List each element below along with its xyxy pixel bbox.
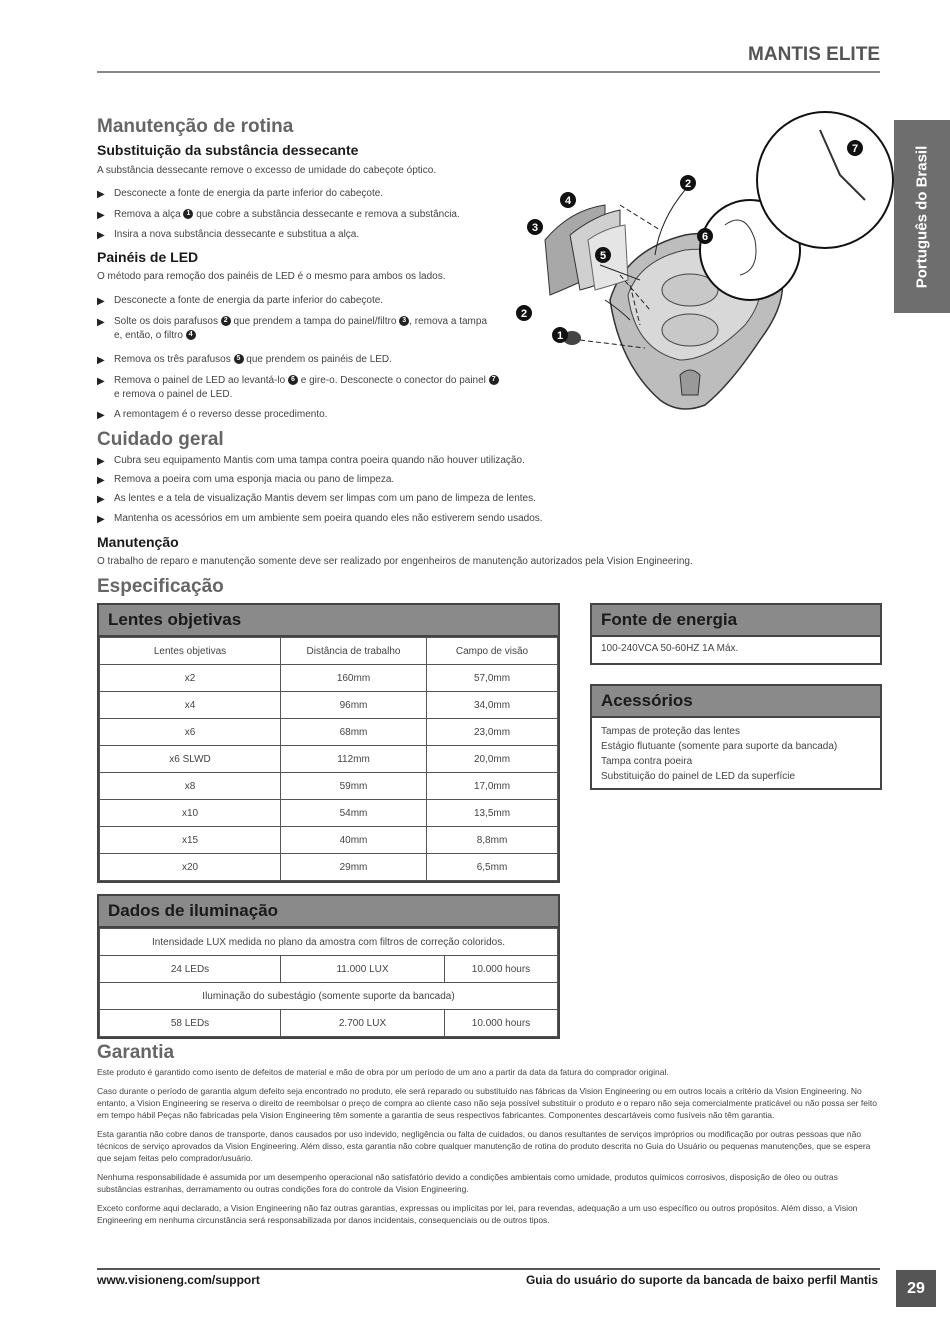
table-cell: x10 [100, 800, 281, 827]
lenses-table [97, 603, 560, 883]
led-step-2 [97, 315, 524, 343]
desiccant-title: Substituição da substância dessecante [97, 142, 359, 158]
marker-4-label: 4 [564, 195, 572, 207]
bullet-icon: ▶ [97, 410, 105, 421]
marker-6-label: 6 [701, 231, 709, 243]
care-item-2 [97, 473, 814, 487]
step-text-d: e, então, o filtro [114, 330, 183, 341]
bullet-icon: ▶ [97, 376, 105, 387]
table-row [100, 719, 558, 746]
step-text-a: Solte os dois parafusos [114, 316, 218, 327]
table-cell: 2.700 LUX [281, 1010, 445, 1037]
marker-7 [847, 140, 863, 156]
warranty-paragraph: Exceto conforme aqui declarado, a Vision Engineering não faz outras garantias, expressas ou implícitas por lei, para revendas, adequação a um uso específico ou outros propósitos. Além disso, a Vision Engineering em nenhuma circunstância será responsabilizada por danos incidentais, consequenciais ou de outros tipos. [97, 1203, 858, 1225]
table-cell: 54mm [281, 800, 427, 827]
lighting-title: Dados de iluminação [99, 896, 558, 928]
care-item-4 [97, 512, 814, 526]
care-text: Mantenha os acessórios em um ambiente sem poeira quando eles não estiverem sendo usados. [114, 513, 543, 524]
marker-4-icon: 4 [186, 330, 196, 340]
marker-3 [527, 219, 543, 235]
table-cell: 40mm [281, 827, 427, 854]
desiccant-step-2 [97, 208, 534, 222]
language-tab-label: Português do Brasil [913, 145, 931, 288]
step-text: A remontagem é o reverso desse procedimento. [114, 409, 328, 420]
step-text-c: , remova a tampa [409, 316, 487, 327]
table-cell: 59mm [281, 773, 427, 800]
table-row [100, 854, 558, 881]
table-cell: 160mm [281, 665, 427, 692]
table-row [100, 773, 558, 800]
lighting-note-1: Intensidade LUX medida no plano da amostra com filtros de correção coloridos. [100, 929, 558, 956]
step-text-c: e remova o painel de LED. [114, 389, 233, 400]
table-cell: 8,8mm [427, 827, 558, 854]
step-text-b: que cobre a substância dessecante e remova a substância. [193, 209, 460, 220]
care-item-3 [97, 492, 814, 506]
table-cell: 24 LEDs [100, 956, 281, 983]
footer-url[interactable]: www.visioneng.com/support [97, 1273, 260, 1287]
marker-5-label: 5 [599, 250, 607, 262]
page-number: 29 [896, 1270, 936, 1307]
bullet-icon: ▶ [97, 475, 105, 486]
led-title: Painéis de LED [97, 249, 199, 265]
bullet-icon: ▶ [97, 210, 105, 221]
accessory-item: Tampa contra poeira [601, 756, 693, 767]
desiccant-step-3 [97, 228, 534, 242]
marker-2-left [516, 305, 532, 321]
warranty-paragraph: Caso durante o período de garantia algum defeito seja encontrado no produto, ele será reparado ou substituído nas fábricas da Vision Engineering ou em outros locais a critério da Vision Engineering. No entanto, a Vision Engineering se reserva o direito de reembolsar o preço de compra ao cliente caso não seja possível substituir o produto e o reparo não seja comercialmente praticável ou não possa ser feito em tempo hábil Peças não fabricadas pela Vision Engineering têm somente a garantia de seus respectivos fabricantes. Componentes descartáveis como fusíveis não têm garantia. [97, 1086, 877, 1120]
col-header-distance: Distância de trabalho [281, 638, 427, 665]
table-cell: 23,0mm [427, 719, 558, 746]
table-cell: 58 LEDs [100, 1010, 281, 1037]
desiccant-intro: A substância dessecante remove o excesso de umidade do cabeçote óptico. [97, 165, 437, 176]
step-text-a: Remova os três parafusos [114, 354, 231, 365]
marker-3-icon: 3 [399, 316, 409, 326]
table-row [100, 800, 558, 827]
bullet-icon: ▶ [97, 494, 105, 505]
care-text: Remova a poeira com uma esponja macia ou pano de limpeza. [114, 474, 395, 485]
lenses-table-title: Lentes objetivas [99, 605, 558, 637]
table-cell: 13,5mm [427, 800, 558, 827]
footer-rule [97, 1268, 880, 1270]
marker-6 [697, 228, 713, 244]
marker-1-icon: 1 [183, 209, 193, 219]
desiccant-step-1 [97, 187, 534, 201]
marker-2-icon: 2 [221, 316, 231, 326]
bullet-icon: ▶ [97, 189, 105, 200]
accessories-list [592, 718, 880, 790]
table-header-row [100, 638, 558, 665]
marker-1 [552, 327, 568, 343]
table-cell: 10.000 hours [445, 956, 558, 983]
care-title: Cuidado geral [97, 429, 224, 450]
led-step-4 [97, 374, 534, 402]
table-cell: x4 [100, 692, 281, 719]
marker-7-icon: 7 [489, 375, 499, 385]
table-cell: x20 [100, 854, 281, 881]
marker-2-top [680, 175, 696, 191]
power-value: 100-240VCA 50-60HZ 1A Máx. [601, 643, 739, 654]
table-cell: x8 [100, 773, 281, 800]
table-cell: 57,0mm [427, 665, 558, 692]
table-cell: 10.000 hours [445, 1010, 558, 1037]
table-row [100, 692, 558, 719]
accessories-box [590, 684, 882, 790]
care-text: Cubra seu equipamento Mantis com uma tampa contra poeira quando não houver utilização. [114, 455, 525, 466]
table-cell: x2 [100, 665, 281, 692]
marker-6-icon: 6 [288, 375, 298, 385]
warranty-paragraph: Esta garantia não cobre danos de transporte, danos causados por uso indevido, negligência ou falta de cuidados, ou danos resultantes de serviços impróprios ou modificação por outras pessoas que não técnicos de serviço aprovados da Vision Engineering. Além disso, esta garantia não cobre qualquer manutenção de rotina do produto descrita no Guia do Usuário ou pequenas manutenções, que se espera que sejam feitas pelo comprador/usuário. [97, 1129, 871, 1163]
bullet-icon: ▶ [97, 317, 105, 328]
maintenance-title: Manutenção de rotina [97, 116, 294, 137]
table-cell: 17,0mm [427, 773, 558, 800]
led-step-1 [97, 294, 534, 308]
step-text-b: e gire-o. Desconecte o conector do painel [300, 375, 486, 386]
lighting-grid [99, 928, 558, 1037]
lighting-table [97, 894, 560, 1039]
table-row [100, 929, 558, 956]
device-illustration [510, 110, 895, 430]
bullet-icon: ▶ [97, 230, 105, 241]
brand-title: MANTIS ELITE [748, 44, 880, 65]
col-header-field: Campo de visão [427, 638, 558, 665]
bullet-icon: ▶ [97, 456, 105, 467]
table-row [100, 983, 558, 1010]
marker-2-left-label: 2 [520, 308, 528, 320]
table-cell: 68mm [281, 719, 427, 746]
step-text-b: que prendem a tampa do painel/filtro [233, 316, 397, 327]
table-row [100, 1010, 558, 1037]
table-row [100, 827, 558, 854]
table-row [100, 956, 558, 983]
marker-4 [560, 192, 576, 208]
spec-title: Especificação [97, 576, 224, 597]
led-step-3 [97, 353, 534, 367]
step-text: Desconecte a fonte de energia da parte inferior do cabeçote. [114, 295, 384, 306]
step-text-b: que prendem os painéis de LED. [246, 354, 392, 365]
marker-2-top-label: 2 [684, 178, 692, 190]
service-text: O trabalho de reparo e manutenção somente deve ser realizado por engenheiros de manutenção autorizados pela Vision Engineering. [97, 556, 693, 567]
table-row [100, 746, 558, 773]
accessories-title: Acessórios [592, 686, 880, 718]
marker-3-label: 3 [531, 222, 539, 234]
footer-guide-title: Guia do usuário do suporte da bancada de baixo perfil Mantis [525, 1273, 878, 1287]
warranty-text [97, 1066, 882, 1233]
bullet-icon: ▶ [97, 296, 105, 307]
service-title: Manutenção [97, 534, 179, 550]
power-title: Fonte de energia [592, 605, 880, 637]
table-cell: x6 [100, 719, 281, 746]
marker-7-label: 7 [851, 143, 859, 155]
marker-5-icon: 5 [234, 354, 244, 364]
step-text: Desconecte a fonte de energia da parte inferior do cabeçote. [114, 188, 384, 199]
power-box [590, 603, 882, 665]
led-step-5 [97, 408, 534, 422]
table-cell: 29mm [281, 854, 427, 881]
step-text-a: Remova a alça [114, 209, 184, 220]
step-text: Insira a nova substância dessecante e substitua a alça. [114, 229, 360, 240]
warranty-title: Garantia [97, 1042, 175, 1063]
led-intro: O método para remoção dos painéis de LED é o mesmo para ambos os lados. [97, 271, 446, 282]
table-cell: 34,0mm [427, 692, 558, 719]
care-text: As lentes e a tela de visualização Mantis devem ser limpas com um pano de limpeza de lentes. [114, 493, 536, 504]
warranty-paragraph: Este produto é garantido como isento de defeitos de material e mão de obra por um período de um ano a partir da data da fatura do comprador original. [97, 1067, 669, 1077]
table-cell: 96mm [281, 692, 427, 719]
table-cell: 20,0mm [427, 746, 558, 773]
accessory-item: Substituição do painel de LED da superfície [601, 771, 796, 782]
table-row [100, 665, 558, 692]
lighting-note-2: Iluminação do subestágio (somente suporte da bancada) [100, 983, 558, 1010]
bullet-icon: ▶ [97, 514, 105, 525]
step-text-a: Remova o painel de LED ao levantá-lo [114, 375, 286, 386]
warranty-paragraph: Nenhuma responsabilidade é assumida por um desempenho operacional não satisfatório devido a condições ambientais como umidade, produtos químicos corrosivos, disposição de óleo ou outras substâncias estranhas, derramamento ou outras condições fora do controle da Vision Engineering. [97, 1172, 838, 1194]
accessory-item: Estágio flutuante (somente para suporte da bancada) [601, 741, 838, 752]
marker-1-label: 1 [556, 330, 564, 342]
marker-5 [595, 247, 611, 263]
care-item-1 [97, 454, 814, 468]
table-cell: 6,5mm [427, 854, 558, 881]
header-rule [97, 71, 880, 73]
col-header-lens: Lentes objetivas [100, 638, 281, 665]
table-cell: 11.000 LUX [281, 956, 445, 983]
bullet-icon: ▶ [97, 355, 105, 366]
lenses-grid [99, 637, 558, 881]
table-cell: 112mm [281, 746, 427, 773]
language-tab [894, 120, 950, 313]
table-cell: x6 SLWD [100, 746, 281, 773]
table-cell: x15 [100, 827, 281, 854]
accessory-item: Tampas de proteção das lentes [601, 726, 740, 737]
